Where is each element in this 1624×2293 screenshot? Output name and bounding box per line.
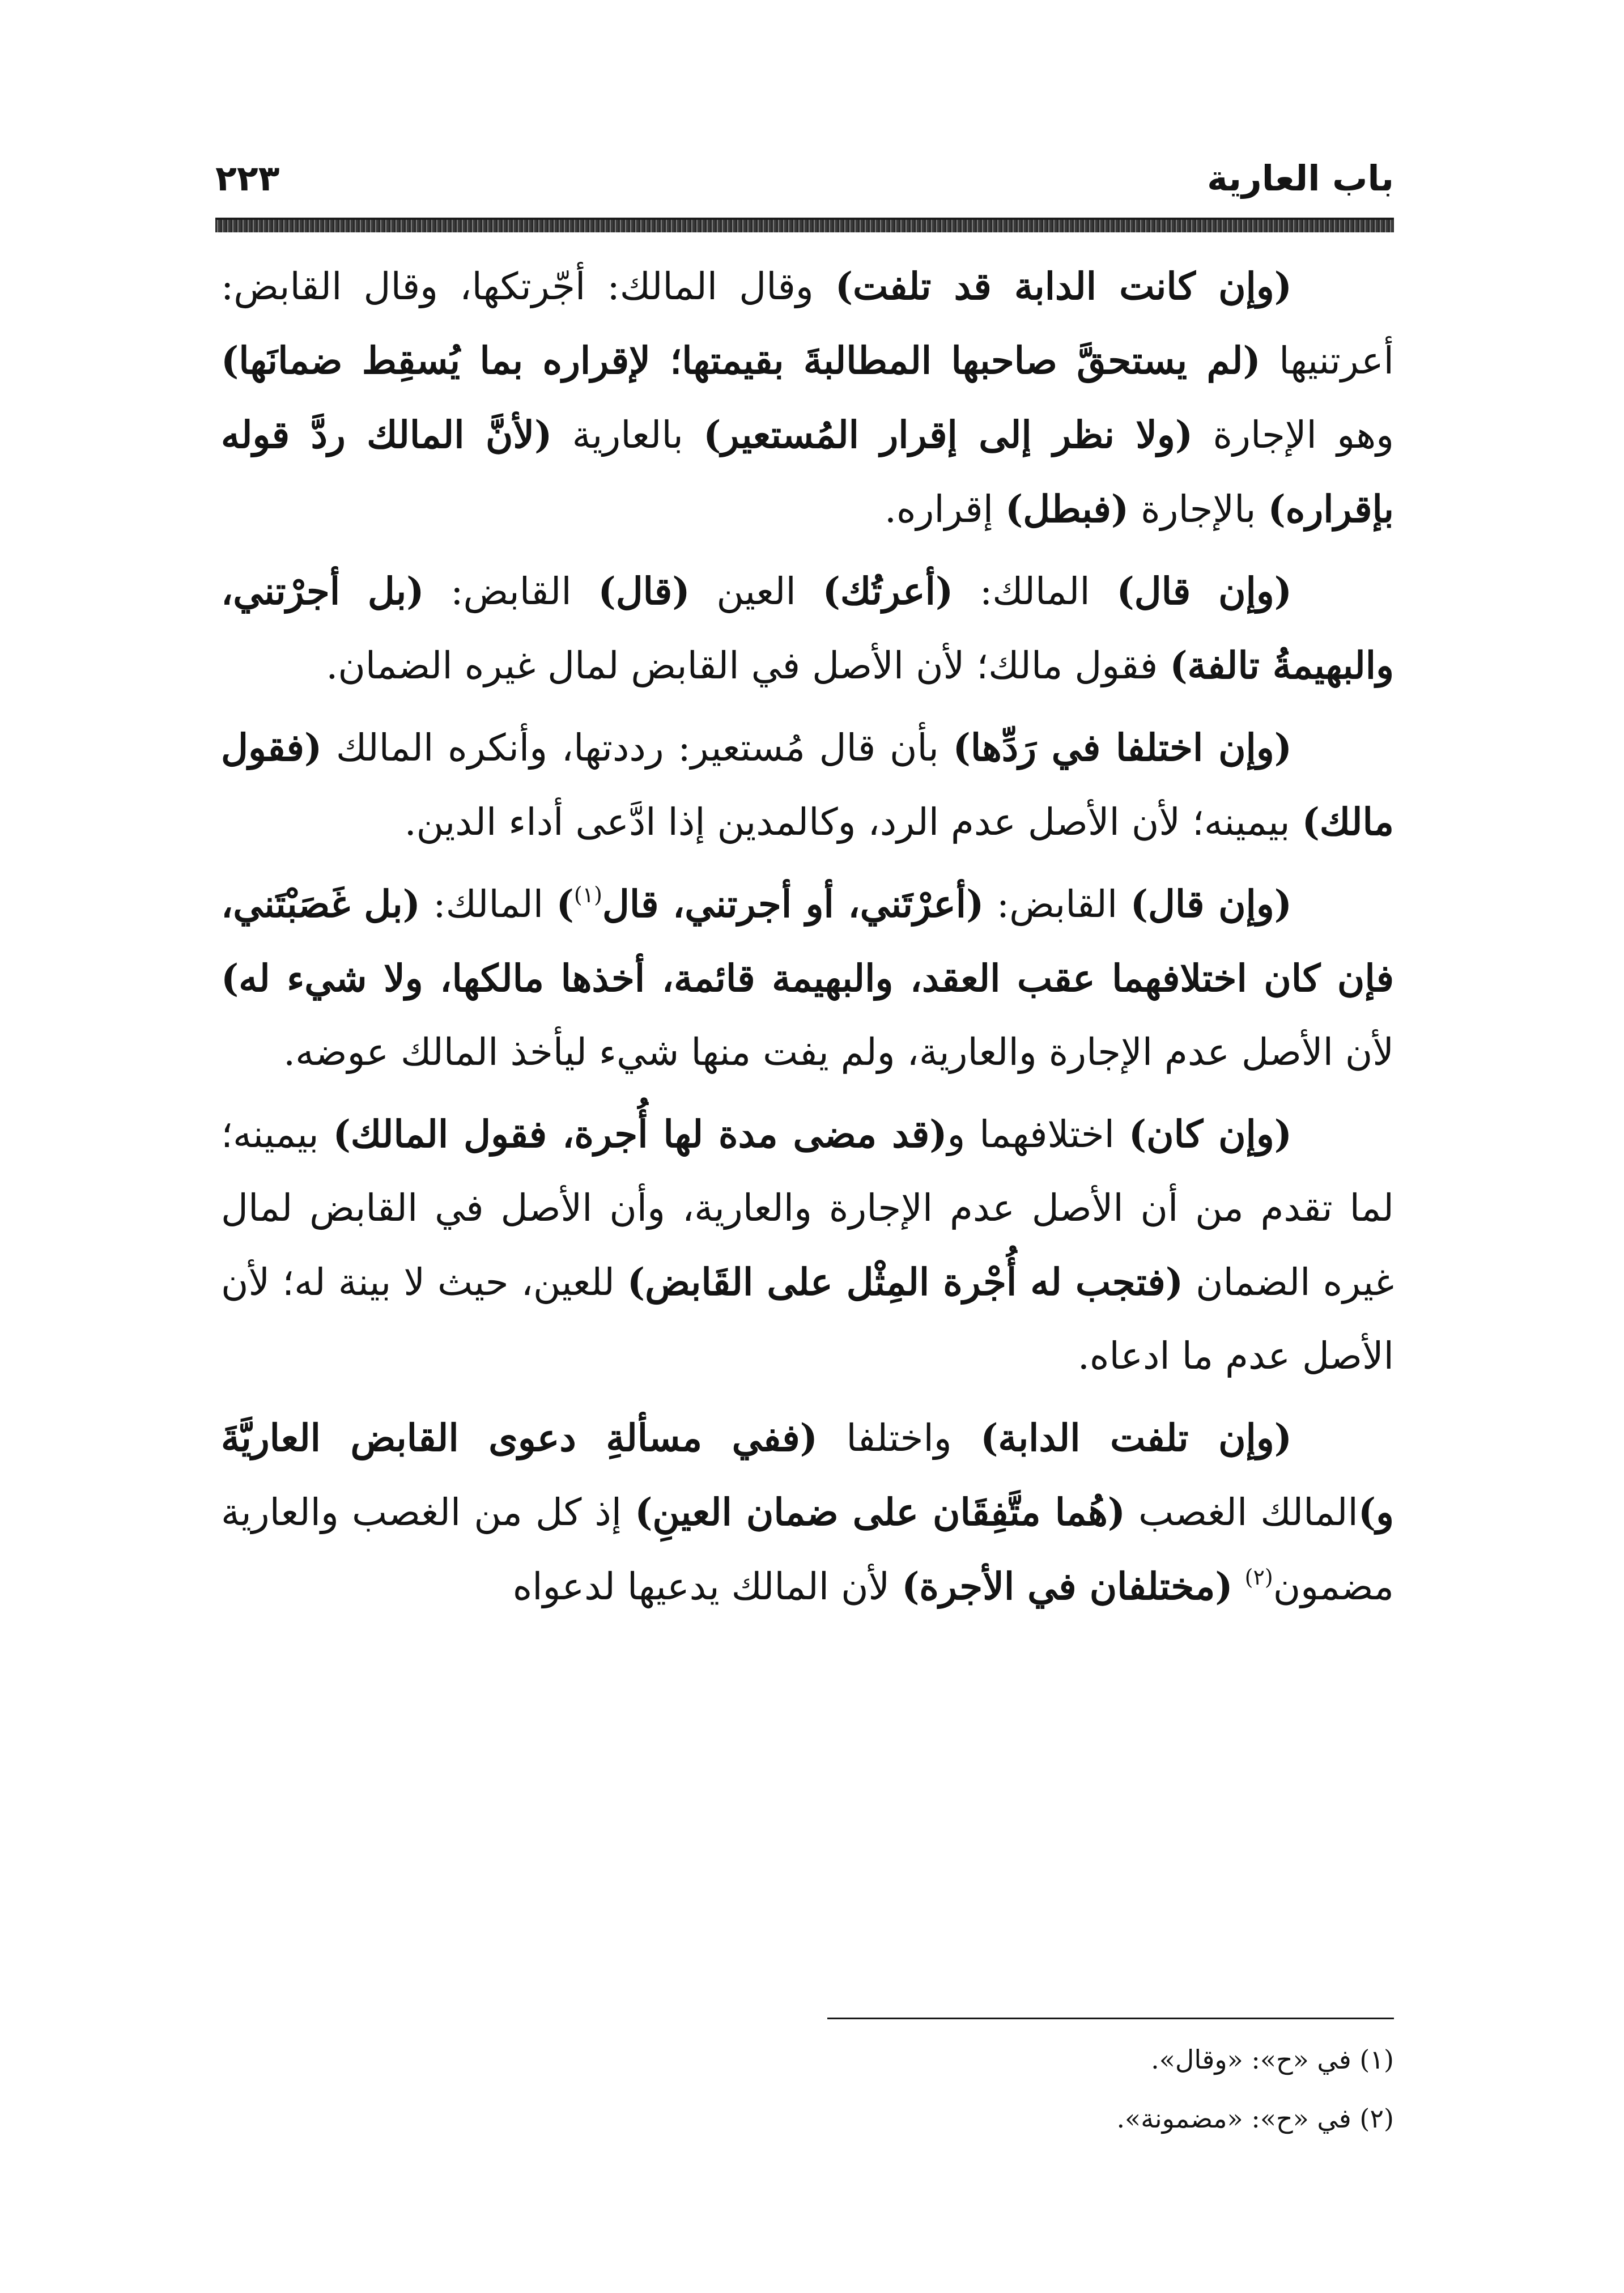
matn-text: (فقول مالك) xyxy=(221,725,1394,844)
commentary-text: المالك الغصب xyxy=(1125,1491,1358,1534)
paragraph xyxy=(221,249,1394,546)
paragraph xyxy=(221,1097,1394,1393)
footnote-marker: (٢) xyxy=(1244,1565,1273,1590)
matn-text: (فبطل) xyxy=(1005,487,1129,531)
matn-text: (مختلفان في الأجرة) xyxy=(902,1564,1233,1608)
matn-text: (لأنَّ المالك ردَّ قوله بإقراره) xyxy=(221,413,1394,531)
commentary-text: القابض: xyxy=(984,882,1130,926)
footnote-2: (٢) في «ح»: «مضمونة». xyxy=(1116,2103,1394,2134)
matn-text: (لم يستحقَّ صاحبها المطالبةَ بقيمتها؛ لإقراره بما يُسقِط ضمانَها) xyxy=(221,338,1261,383)
matn-text: (قال) xyxy=(598,569,690,613)
commentary-text: لأن الأصل عدم الإجارة والعارية، ولم يفت منها شيء ليأخذ المالك عوضه. xyxy=(283,1030,1394,1074)
matn-text: (أعرتُك) xyxy=(822,569,954,613)
running-header xyxy=(215,153,1394,215)
matn-text: (بل أجرْتني، والبهيمةُ تالفة) xyxy=(221,569,1394,687)
commentary-text: العين xyxy=(690,570,823,613)
commentary-text: المالك: xyxy=(953,570,1117,613)
commentary-text: بيمينه؛ لأن الأصل عدم الرد، وكالمدين إذا ادَّعى أداء الدين. xyxy=(404,800,1302,844)
paragraph xyxy=(221,711,1394,859)
matn-text: (وإن تلفت الدابة) xyxy=(980,1416,1292,1460)
matn-text: ) xyxy=(556,882,574,926)
commentary-text: فقول مالك؛ لأن الأصل في القابض لمال غيره الضمان. xyxy=(326,644,1170,687)
commentary-text: بيمينه؛ لما تقدم من أن الأصل عدم الإجارة والعارية، وأن الأصل في القابض لمال غيره الضمان xyxy=(221,1112,1394,1304)
matn-text: (بل غَصَبْتَني، فإن كان اختلافهما عقب العقد، والبهيمة قائمة، أخذها مالكها، ولا شيء له) xyxy=(221,882,1394,1000)
commentary-text: وقال المالك: أجّرتكها، وقال القابض: أعرتنيها xyxy=(221,265,1394,383)
matn-text: (وإن قال) xyxy=(1130,882,1292,926)
commentary-text: القابض: xyxy=(424,570,598,613)
matn-text: (هُما متَّفِقَان على ضمان العينِ) xyxy=(635,1490,1125,1534)
matn-text: (قد مضى مدة لها أُجرة، فقول المالك) xyxy=(333,1112,947,1156)
paragraph xyxy=(221,554,1394,703)
matn-text: (أعرْتَني، أو أجرتني، قال xyxy=(602,882,984,926)
commentary-text xyxy=(1233,1565,1245,1608)
footnote-separator xyxy=(827,2018,1394,2019)
commentary-text: اختلافهما و xyxy=(947,1112,1129,1156)
main-text xyxy=(221,249,1394,1632)
footnotes xyxy=(261,2030,1394,2148)
matn-text: (ففي مسألةِ دعوى القابض العاريَّةَ و) xyxy=(221,1416,1394,1534)
commentary-text: للعين، حيث لا بينة له؛ لأن الأصل عدم ما ادعاه. xyxy=(221,1260,1394,1378)
matn-text: (وإن اختلفا في رَدِّها) xyxy=(953,725,1292,770)
commentary-text: واختلفا xyxy=(817,1416,981,1460)
paragraph xyxy=(221,867,1394,1089)
page-number: ٢٢٣ xyxy=(215,158,280,199)
commentary-text: بأن قال مُستعير: رددتها، وأنكره المالك xyxy=(322,726,953,770)
matn-text: (فتجب له أُجْرة المِثْل على القَابض) xyxy=(627,1260,1184,1304)
commentary-text: لأن المالك يدعيها لدعواه xyxy=(512,1565,902,1608)
chapter-title: باب العارية xyxy=(1207,158,1394,199)
commentary-text: المالك: xyxy=(420,882,556,926)
footnote-marker: (١) xyxy=(573,882,602,907)
matn-text: (وإن كان) xyxy=(1128,1112,1292,1156)
commentary-text: إقراره. xyxy=(884,487,1006,531)
commentary-text: بالإجارة xyxy=(1129,487,1268,531)
commentary-text: إذ كل من الغصب والعارية مضمون xyxy=(221,1491,1394,1608)
footnote-1: (١) في «ح»: «وقال». xyxy=(1151,2044,1394,2075)
matn-text: (وإن كانت الدابة قد تلفت) xyxy=(835,264,1292,308)
commentary-text: بالعارية xyxy=(552,413,704,457)
commentary-text: وهو الإجارة xyxy=(1193,413,1394,457)
header-decorative-rule xyxy=(215,220,1394,232)
matn-text: (ولا نظر إلى إقرار المُستعير) xyxy=(703,413,1193,457)
paragraph xyxy=(221,1401,1394,1624)
matn-text: (وإن قال) xyxy=(1116,569,1292,613)
